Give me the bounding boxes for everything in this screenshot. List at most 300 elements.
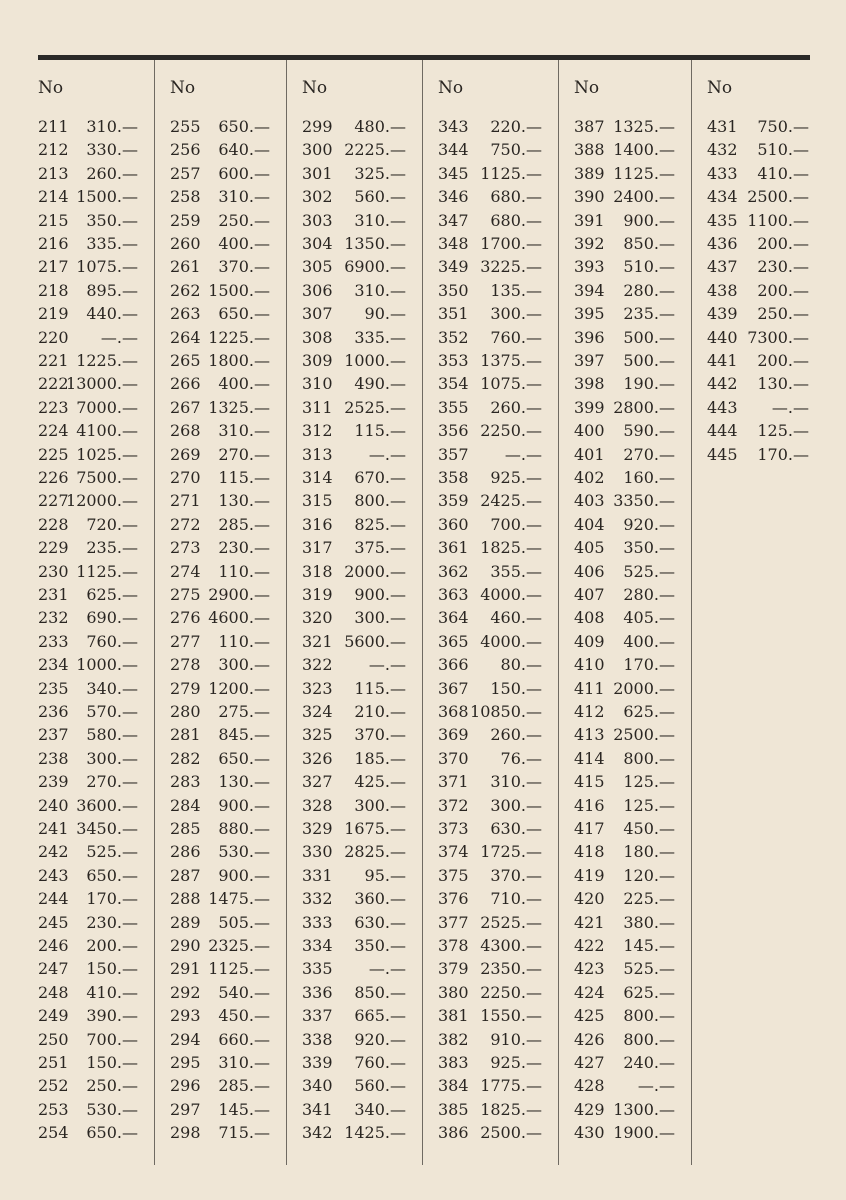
item-number: 427 xyxy=(574,1053,605,1072)
item-price: 4600.— xyxy=(208,608,270,628)
item-number: 228 xyxy=(38,514,69,534)
item-number: 224 xyxy=(38,421,69,441)
item-price: 2400.— xyxy=(613,187,675,207)
item-price: 160.— xyxy=(623,468,675,487)
table-row xyxy=(691,443,811,466)
item-number: 318 xyxy=(302,561,333,581)
item-price: 4000.— xyxy=(480,585,542,604)
table-row xyxy=(38,653,154,676)
item-number: 348 xyxy=(438,234,469,253)
item-price: 375.— xyxy=(354,538,406,558)
item-price: 845.— xyxy=(218,725,270,745)
table-row xyxy=(154,887,286,910)
table-row xyxy=(558,840,691,863)
item-number: 338 xyxy=(302,1029,333,1049)
table-row xyxy=(558,162,691,185)
table-row xyxy=(154,326,286,349)
table-row xyxy=(558,1004,691,1027)
item-number: 231 xyxy=(38,585,69,604)
item-number: 366 xyxy=(438,655,469,675)
item-price: 250.— xyxy=(218,210,270,230)
table-row xyxy=(558,653,691,676)
item-price: 235.— xyxy=(86,538,138,558)
item-number: 324 xyxy=(302,702,333,721)
item-price: 1125.— xyxy=(613,163,675,183)
table-row xyxy=(154,1051,286,1074)
item-number: 326 xyxy=(302,748,333,768)
item-price: 800.— xyxy=(623,1006,675,1026)
table-row xyxy=(154,372,286,395)
item-number: 380 xyxy=(438,982,469,1002)
table-row xyxy=(286,1121,422,1144)
table-row xyxy=(558,349,691,372)
item-number: 218 xyxy=(38,280,69,300)
item-price: 425.— xyxy=(354,772,406,792)
item-number: 331 xyxy=(302,865,333,885)
table-column xyxy=(286,60,423,1165)
item-price: 625.— xyxy=(623,702,675,721)
item-number: 322 xyxy=(302,655,333,675)
item-price: 1700.— xyxy=(480,234,542,253)
table-row xyxy=(38,185,154,208)
item-price: 380.— xyxy=(623,912,675,932)
item-number: 412 xyxy=(574,702,605,721)
item-price: 2325.— xyxy=(208,936,270,955)
item-price: 1400.— xyxy=(613,140,675,160)
table-row xyxy=(422,372,558,395)
item-number: 238 xyxy=(38,748,69,768)
table-row xyxy=(38,1004,154,1027)
table-row xyxy=(558,115,691,138)
table-row xyxy=(558,185,691,208)
column-header: No xyxy=(170,78,196,98)
item-number: 259 xyxy=(170,210,201,230)
item-price: 125.— xyxy=(757,421,809,441)
item-number: 316 xyxy=(302,514,333,534)
table-row xyxy=(38,864,154,887)
item-number: 287 xyxy=(170,865,201,885)
item-price: 660.— xyxy=(218,1029,270,1049)
item-price: 115.— xyxy=(354,678,406,698)
item-number: 353 xyxy=(438,351,469,370)
item-number: 306 xyxy=(302,280,333,300)
table-row xyxy=(154,536,286,559)
item-number: 439 xyxy=(707,304,738,324)
item-price: 650.— xyxy=(218,117,270,136)
item-number: 308 xyxy=(302,327,333,347)
table-row xyxy=(422,934,558,957)
item-number: 387 xyxy=(574,117,605,136)
item-number: 229 xyxy=(38,538,69,558)
item-number: 300 xyxy=(302,140,333,160)
table-row xyxy=(558,957,691,980)
item-price: 110.— xyxy=(218,631,270,651)
item-price: 2250.— xyxy=(480,982,542,1002)
table-row xyxy=(691,255,811,278)
table-column xyxy=(691,60,811,1165)
table-row xyxy=(558,747,691,770)
table-row xyxy=(286,255,422,278)
item-number: 265 xyxy=(170,351,201,370)
table-row xyxy=(38,302,154,325)
item-price: 350.— xyxy=(86,210,138,230)
table-row xyxy=(422,466,558,489)
table-row xyxy=(286,396,422,419)
item-price: 260.— xyxy=(490,725,542,745)
table-row xyxy=(422,864,558,887)
table-row xyxy=(558,466,691,489)
table-row xyxy=(691,185,811,208)
item-number: 243 xyxy=(38,865,69,885)
item-number: 360 xyxy=(438,514,469,534)
item-price: 145.— xyxy=(623,936,675,955)
table-row xyxy=(38,489,154,512)
table-row xyxy=(154,443,286,466)
item-number: 248 xyxy=(38,982,69,1002)
item-price: 270.— xyxy=(86,772,138,792)
table-row xyxy=(691,372,811,395)
item-number: 410 xyxy=(574,655,605,675)
table-row xyxy=(422,770,558,793)
table-row xyxy=(286,794,422,817)
item-number: 438 xyxy=(707,280,738,300)
item-number: 251 xyxy=(38,1053,69,1072)
column-header: No xyxy=(302,78,328,98)
item-price: 170.— xyxy=(623,655,675,675)
item-price: 760.— xyxy=(490,327,542,347)
item-price: 920.— xyxy=(354,1029,406,1049)
item-price: 1125.— xyxy=(480,163,542,183)
table-row xyxy=(691,162,811,185)
item-number: 421 xyxy=(574,912,605,932)
item-number: 396 xyxy=(574,327,605,347)
table-row xyxy=(558,583,691,606)
item-price: 800.— xyxy=(623,1029,675,1049)
item-price: 650.— xyxy=(86,865,138,885)
item-price: 300.— xyxy=(86,748,138,768)
table-row xyxy=(558,1121,691,1144)
table-row xyxy=(558,794,691,817)
item-price: 210.— xyxy=(354,702,406,721)
item-number: 307 xyxy=(302,304,333,324)
table-row xyxy=(286,911,422,934)
item-price: 490.— xyxy=(354,374,406,394)
table-row xyxy=(286,1074,422,1097)
table-row xyxy=(422,677,558,700)
table-row xyxy=(286,302,422,325)
table-row xyxy=(154,747,286,770)
item-price: 665.— xyxy=(354,1006,406,1026)
table-row xyxy=(38,396,154,419)
item-number: 255 xyxy=(170,117,201,136)
item-price: 310.— xyxy=(218,187,270,207)
item-number: 241 xyxy=(38,819,69,838)
table-row xyxy=(286,560,422,583)
item-number: 390 xyxy=(574,187,605,207)
item-number: 304 xyxy=(302,234,333,253)
table-row xyxy=(422,326,558,349)
table-row xyxy=(422,747,558,770)
item-number: 274 xyxy=(170,561,201,581)
table-row xyxy=(154,1098,286,1121)
item-price: 1425.— xyxy=(344,1123,406,1143)
item-number: 405 xyxy=(574,538,605,558)
item-price: 340.— xyxy=(354,1099,406,1119)
table-row xyxy=(422,162,558,185)
item-number: 232 xyxy=(38,608,69,628)
table-row xyxy=(558,723,691,746)
item-price: 2500.— xyxy=(613,725,675,745)
table-row xyxy=(558,419,691,442)
item-price: 13000.— xyxy=(66,374,138,394)
item-number: 357 xyxy=(438,444,469,464)
item-number: 384 xyxy=(438,1076,469,1096)
item-number: 299 xyxy=(302,117,333,136)
table-row xyxy=(38,162,154,185)
table-row xyxy=(38,957,154,980)
table-row xyxy=(154,302,286,325)
item-number: 270 xyxy=(170,468,201,487)
item-price: 2825.— xyxy=(344,842,406,862)
item-price: 510.— xyxy=(623,257,675,277)
table-row xyxy=(558,372,691,395)
item-number: 302 xyxy=(302,187,333,207)
item-number: 369 xyxy=(438,725,469,745)
item-price: 235.— xyxy=(623,304,675,324)
item-number: 260 xyxy=(170,234,201,253)
item-price: 1225.— xyxy=(208,327,270,347)
item-number: 428 xyxy=(574,1076,605,1096)
item-price: 1725.— xyxy=(480,842,542,862)
item-price: 1500.— xyxy=(208,280,270,300)
table-row xyxy=(422,723,558,746)
item-price: 440.— xyxy=(86,304,138,324)
item-number: 291 xyxy=(170,959,201,979)
item-number: 432 xyxy=(707,140,738,160)
item-number: 222 xyxy=(38,374,69,394)
table-row xyxy=(154,630,286,653)
item-price: 280.— xyxy=(623,585,675,604)
item-price: 925.— xyxy=(490,1053,542,1072)
column-header: No xyxy=(707,78,733,98)
table-row xyxy=(154,653,286,676)
item-number: 355 xyxy=(438,397,469,417)
item-price: 300.— xyxy=(354,795,406,815)
item-number: 337 xyxy=(302,1006,333,1026)
item-price: 700.— xyxy=(490,514,542,534)
item-price: 525.— xyxy=(623,959,675,979)
item-price: 500.— xyxy=(623,327,675,347)
table-row xyxy=(38,560,154,583)
item-number: 443 xyxy=(707,397,738,417)
item-price: 2500.— xyxy=(747,187,809,207)
item-number: 383 xyxy=(438,1053,469,1072)
table-row xyxy=(558,396,691,419)
item-price: 640.— xyxy=(218,140,270,160)
item-number: 237 xyxy=(38,725,69,745)
item-price: 900.— xyxy=(623,210,675,230)
table-column xyxy=(422,60,559,1165)
item-price: 2225.— xyxy=(344,140,406,160)
item-price: 1825.— xyxy=(480,538,542,558)
item-number: 372 xyxy=(438,795,469,815)
item-number: 297 xyxy=(170,1099,201,1119)
table-row xyxy=(38,279,154,302)
table-row xyxy=(38,583,154,606)
table-row xyxy=(422,1098,558,1121)
item-price: —.— xyxy=(368,959,406,979)
item-price: 300.— xyxy=(354,608,406,628)
table-row xyxy=(154,466,286,489)
item-number: 217 xyxy=(38,257,69,277)
item-price: 700.— xyxy=(86,1029,138,1049)
item-price: 680.— xyxy=(490,210,542,230)
table-column xyxy=(38,60,155,1165)
item-price: 370.— xyxy=(490,865,542,885)
item-price: 3450.— xyxy=(76,819,138,838)
item-price: 910.— xyxy=(490,1029,542,1049)
item-price: 150.— xyxy=(490,678,542,698)
item-number: 214 xyxy=(38,187,69,207)
item-number: 275 xyxy=(170,585,201,604)
item-number: 351 xyxy=(438,304,469,324)
item-number: 225 xyxy=(38,444,69,464)
item-number: 268 xyxy=(170,421,201,441)
item-number: 400 xyxy=(574,421,605,441)
table-row xyxy=(38,794,154,817)
item-price: —.— xyxy=(504,444,542,464)
item-number: 382 xyxy=(438,1029,469,1049)
item-price: 90.— xyxy=(364,304,406,324)
item-number: 230 xyxy=(38,561,69,581)
item-number: 215 xyxy=(38,210,69,230)
item-price: 925.— xyxy=(490,468,542,487)
item-price: 630.— xyxy=(490,819,542,838)
item-number: 301 xyxy=(302,163,333,183)
table-row xyxy=(422,419,558,442)
item-number: 305 xyxy=(302,257,333,277)
item-number: 399 xyxy=(574,397,605,417)
table-row xyxy=(38,138,154,161)
table-row xyxy=(558,326,691,349)
table-row xyxy=(154,279,286,302)
item-number: 363 xyxy=(438,585,469,604)
item-number: 335 xyxy=(302,959,333,979)
table-row xyxy=(38,536,154,559)
item-price: 1075.— xyxy=(480,374,542,394)
item-number: 288 xyxy=(170,889,201,909)
table-row xyxy=(558,443,691,466)
table-row xyxy=(558,1098,691,1121)
table-row xyxy=(38,209,154,232)
item-price: —.— xyxy=(771,397,809,417)
table-row xyxy=(154,934,286,957)
table-row xyxy=(154,1028,286,1051)
item-number: 269 xyxy=(170,444,201,464)
item-price: 1475.— xyxy=(208,889,270,909)
table-row xyxy=(154,981,286,1004)
item-number: 239 xyxy=(38,772,69,792)
item-price: 355.— xyxy=(490,561,542,581)
item-price: 2000.— xyxy=(344,561,406,581)
item-price: 670.— xyxy=(354,468,406,487)
item-price: 130.— xyxy=(218,772,270,792)
item-price: 350.— xyxy=(623,538,675,558)
item-price: 130.— xyxy=(757,374,809,394)
item-price: —.— xyxy=(100,327,138,347)
item-price: 250.— xyxy=(757,304,809,324)
table-row xyxy=(422,1004,558,1027)
item-price: 10850.— xyxy=(470,702,542,721)
table-column xyxy=(558,60,692,1165)
item-price: 250.— xyxy=(86,1076,138,1096)
item-number: 362 xyxy=(438,561,469,581)
item-number: 401 xyxy=(574,444,605,464)
item-price: 130.— xyxy=(218,491,270,511)
item-price: 1125.— xyxy=(208,959,270,979)
table-row xyxy=(286,887,422,910)
table-row xyxy=(422,185,558,208)
table-row xyxy=(422,560,558,583)
table-row xyxy=(286,677,422,700)
item-price: 1325.— xyxy=(613,117,675,136)
item-number: 282 xyxy=(170,748,201,768)
table-row xyxy=(422,1074,558,1097)
item-price: 2250.— xyxy=(480,421,542,441)
table-row xyxy=(558,1028,691,1051)
item-price: 720.— xyxy=(86,514,138,534)
item-number: 334 xyxy=(302,936,333,955)
item-number: 293 xyxy=(170,1006,201,1026)
item-number: 246 xyxy=(38,936,69,955)
item-number: 249 xyxy=(38,1006,69,1026)
item-price: 115.— xyxy=(218,468,270,487)
item-price: 310.— xyxy=(354,280,406,300)
table-row xyxy=(422,513,558,536)
item-price: 335.— xyxy=(86,234,138,253)
item-number: 404 xyxy=(574,514,605,534)
item-number: 431 xyxy=(707,117,738,136)
item-number: 253 xyxy=(38,1099,69,1119)
item-price: 400.— xyxy=(623,631,675,651)
item-price: 400.— xyxy=(218,234,270,253)
item-price: 1100.— xyxy=(747,210,809,230)
item-price: 185.— xyxy=(354,748,406,768)
table-row xyxy=(286,1098,422,1121)
item-price: 335.— xyxy=(354,327,406,347)
item-price: 270.— xyxy=(623,444,675,464)
table-row xyxy=(286,723,422,746)
table-row xyxy=(558,138,691,161)
item-price: 125.— xyxy=(623,795,675,815)
item-price: 880.— xyxy=(218,819,270,838)
table-row xyxy=(286,770,422,793)
item-number: 280 xyxy=(170,702,201,721)
column-header: No xyxy=(38,78,64,98)
item-price: 1000.— xyxy=(76,655,138,675)
table-row xyxy=(558,279,691,302)
item-number: 356 xyxy=(438,421,469,441)
item-price: 370.— xyxy=(218,257,270,277)
item-price: 580.— xyxy=(86,725,138,745)
item-price: 200.— xyxy=(86,936,138,955)
item-price: 230.— xyxy=(218,538,270,558)
item-price: 2900.— xyxy=(208,585,270,604)
item-price: 4000.— xyxy=(480,631,542,651)
item-price: 285.— xyxy=(218,1076,270,1096)
item-price: 500.— xyxy=(623,351,675,370)
item-number: 250 xyxy=(38,1029,69,1049)
